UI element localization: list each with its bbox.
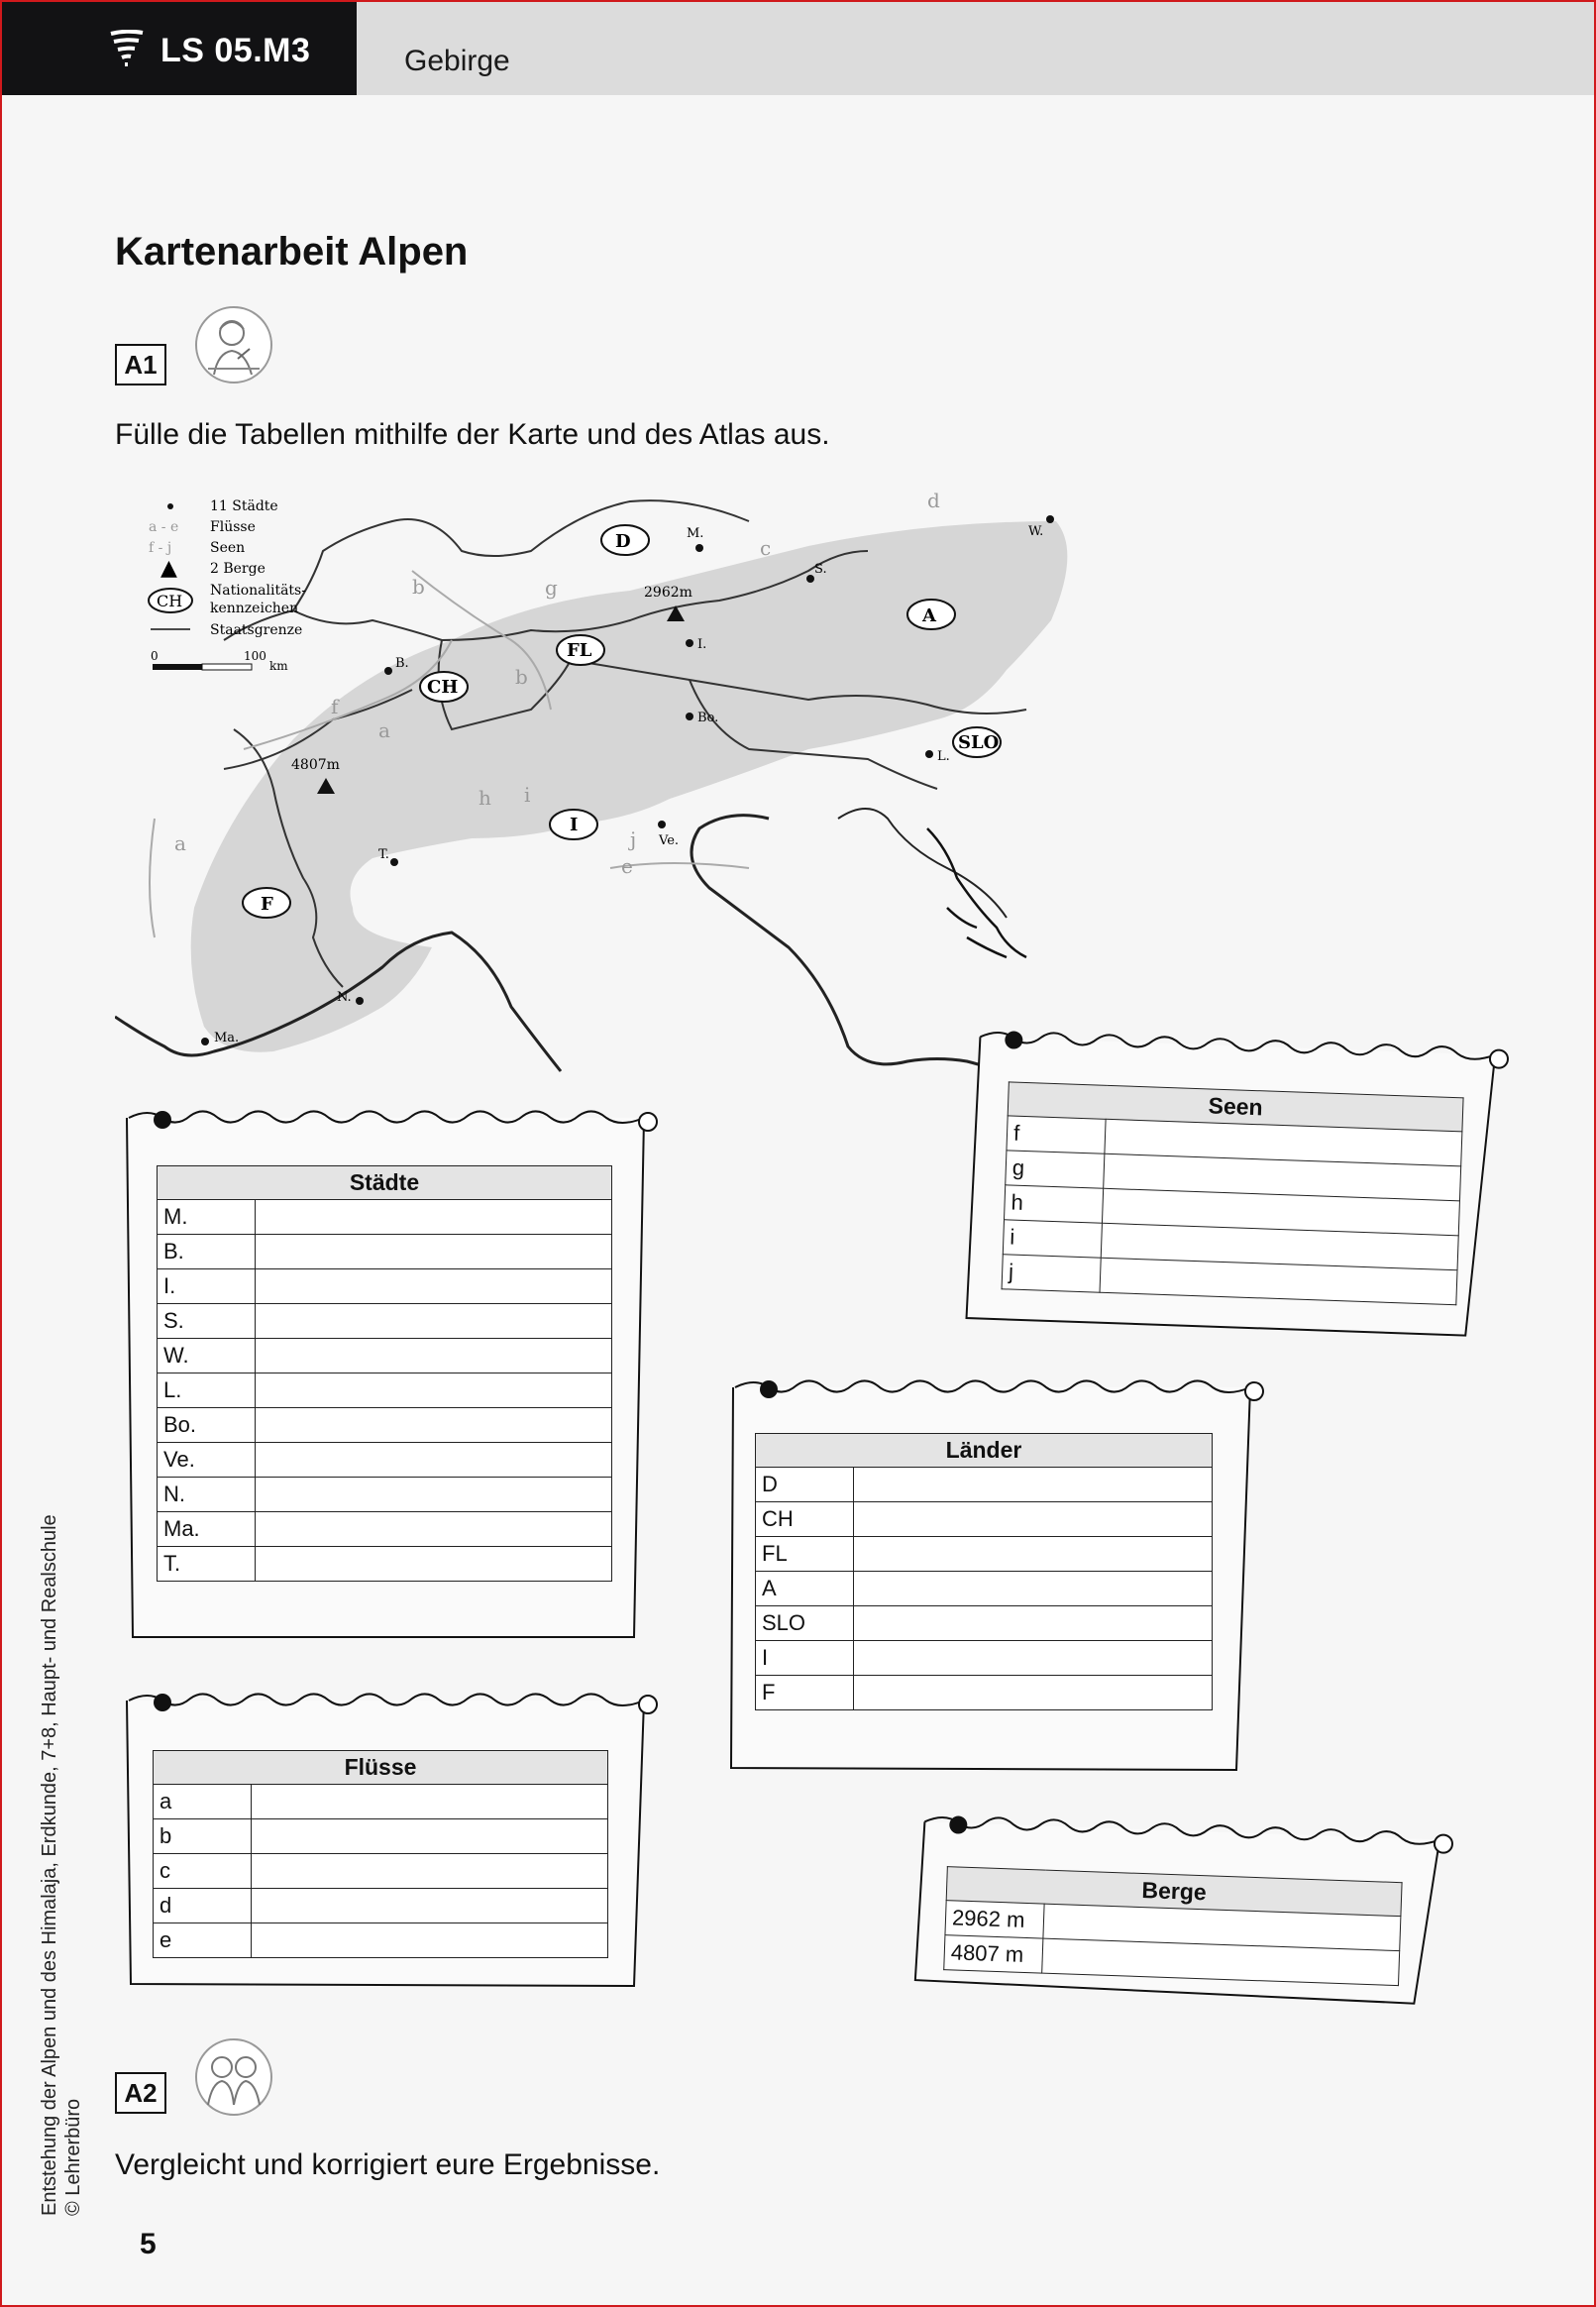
table-staedte — [157, 1165, 612, 1582]
answer-field[interactable] — [252, 1854, 608, 1889]
country-label-a: A — [922, 605, 936, 626]
row-key: N. — [158, 1478, 256, 1512]
answer-field[interactable] — [256, 1304, 612, 1339]
city-label: T. — [378, 847, 389, 862]
lake-label: j — [630, 827, 637, 851]
mountain-label: 2962m — [644, 585, 692, 601]
worksheet-code: LS 05.M3 — [160, 32, 311, 69]
row-key: 4807 m — [944, 1935, 1043, 1973]
alps-outline-map — [115, 492, 1106, 1076]
answer-field[interactable] — [252, 1889, 608, 1923]
students-pair-icon — [194, 2037, 273, 2117]
row-key: I. — [158, 1269, 256, 1304]
lake-label: f — [331, 695, 339, 718]
row-key: B. — [158, 1235, 256, 1269]
answer-field[interactable] — [854, 1468, 1213, 1502]
river-label: a — [174, 831, 186, 855]
row-key: i — [1003, 1220, 1102, 1258]
river-label: b — [515, 665, 528, 689]
answer-field[interactable] — [854, 1502, 1213, 1537]
row-key: A — [756, 1572, 854, 1606]
city-label: I. — [697, 637, 707, 652]
answer-field[interactable] — [256, 1443, 612, 1478]
answer-field[interactable] — [854, 1606, 1213, 1641]
row-key: j — [1002, 1255, 1101, 1292]
legend-symbol: CH — [157, 592, 183, 610]
table-title: Seen — [1008, 1082, 1463, 1132]
row-key: c — [154, 1854, 252, 1889]
answer-field[interactable] — [256, 1478, 612, 1512]
row-key: M. — [158, 1200, 256, 1235]
country-label-d: D — [615, 531, 631, 552]
note-laender — [725, 1372, 1276, 1778]
note-staedte — [119, 1102, 670, 1649]
note-seen — [959, 1021, 1526, 1386]
answer-field[interactable] — [256, 1373, 612, 1408]
table-title: Berge — [946, 1867, 1402, 1917]
row-key: Ve. — [158, 1443, 256, 1478]
scale-zero: 0 — [151, 649, 159, 663]
answer-field[interactable] — [256, 1200, 612, 1235]
table-laender — [755, 1433, 1213, 1710]
task-instruction-a2: Vergleicht und korrigiert eure Ergebnisse. — [115, 2148, 661, 2181]
row-key: e — [154, 1923, 252, 1958]
country-label-fl: FL — [567, 640, 592, 661]
answer-field[interactable] — [252, 1923, 608, 1958]
row-key: W. — [158, 1339, 256, 1373]
row-key: T. — [158, 1547, 256, 1582]
legend-text: Seen — [210, 540, 246, 556]
legend-text: Nationalitäts- — [210, 583, 306, 599]
row-key: a — [154, 1785, 252, 1819]
row-key: 2962 m — [945, 1901, 1044, 1938]
page-number: 5 — [140, 2228, 157, 2260]
note-berge — [908, 1806, 1470, 2023]
river-label: c — [760, 536, 772, 560]
answer-field[interactable] — [252, 1819, 608, 1854]
river-label: a — [378, 718, 390, 742]
answer-field[interactable] — [256, 1512, 612, 1547]
row-key: S. — [158, 1304, 256, 1339]
city-label: Ve. — [659, 833, 680, 848]
task-badge-a1: A1 — [115, 344, 166, 385]
city-label: M. — [687, 526, 704, 541]
table-fluesse — [153, 1750, 608, 1958]
answer-field[interactable] — [252, 1785, 608, 1819]
row-key: f — [1007, 1116, 1106, 1154]
answer-field[interactable] — [854, 1641, 1213, 1676]
row-key: CH — [756, 1502, 854, 1537]
country-label-i: I — [570, 815, 579, 835]
row-key: Ma. — [158, 1512, 256, 1547]
legend-text: Flüsse — [210, 519, 256, 535]
country-label-f: F — [261, 894, 273, 915]
river-label: d — [927, 492, 940, 512]
note-fluesse — [119, 1685, 670, 1994]
answer-field[interactable] — [256, 1547, 612, 1582]
table-seen — [1002, 1081, 1464, 1305]
lake-label: i — [524, 783, 531, 807]
header-topic: Gebirge — [404, 45, 510, 77]
legend-symbol: a - e — [149, 519, 179, 535]
row-key: h — [1005, 1185, 1104, 1223]
table-berge — [943, 1866, 1402, 1986]
sidebar-copyright: © Lehrerbüro — [62, 2098, 84, 2216]
answer-field[interactable] — [256, 1408, 612, 1443]
answer-field[interactable] — [256, 1235, 612, 1269]
row-key: Bo. — [158, 1408, 256, 1443]
city-label: S. — [814, 562, 827, 577]
task-instruction-a1: Fülle die Tabellen mithilfe der Karte und des Atlas aus. — [115, 418, 830, 451]
sidebar-source: Entstehung der Alpen und des Himalaja, Erdkunde, 7+8, Haupt- und Realschule — [39, 1514, 60, 2216]
row-key: D — [756, 1468, 854, 1502]
header-bar — [2, 2, 1594, 95]
city-label: Ma. — [214, 1031, 240, 1045]
answer-field[interactable] — [854, 1537, 1213, 1572]
row-key: L. — [158, 1373, 256, 1408]
map-legend — [149, 498, 306, 673]
country-label-slo: SLO — [958, 732, 1000, 753]
river-label: e — [621, 854, 633, 878]
row-key: d — [154, 1889, 252, 1923]
answer-field[interactable] — [854, 1676, 1213, 1710]
table-title: Länder — [756, 1434, 1213, 1468]
lake-label: h — [479, 786, 491, 810]
page-title: Kartenarbeit Alpen — [115, 230, 469, 274]
row-key: I — [756, 1641, 854, 1676]
table-title: Flüsse — [154, 1751, 608, 1785]
city-label: Bo. — [697, 711, 719, 725]
legend-text: 2 Berge — [210, 561, 266, 577]
header-code-box — [2, 2, 357, 95]
legend-text: kennzeichen — [210, 601, 299, 616]
table-title: Städte — [158, 1166, 612, 1200]
row-key: F — [756, 1676, 854, 1710]
legend-symbol: f - j — [149, 540, 172, 556]
task-badge-a2: A2 — [115, 2072, 166, 2114]
legend-text: 11 Städte — [210, 498, 278, 514]
mountain-icon: ▲ — [160, 556, 177, 581]
row-key: SLO — [756, 1606, 854, 1641]
answer-field[interactable] — [854, 1572, 1213, 1606]
sidebar-credit — [38, 1225, 85, 2216]
student-writing-icon — [194, 305, 273, 384]
answer-field[interactable] — [256, 1339, 612, 1373]
row-key: FL — [756, 1537, 854, 1572]
answer-field[interactable] — [256, 1269, 612, 1304]
lake-label: g — [545, 576, 558, 600]
mountain-label: 4807m — [291, 757, 340, 773]
city-label: N. — [337, 990, 352, 1005]
scale-hundred: 100 — [244, 649, 266, 663]
river-label: b — [412, 575, 425, 599]
row-key: b — [154, 1819, 252, 1854]
country-label-ch: CH — [427, 677, 459, 698]
city-label: B. — [395, 656, 409, 671]
city-label: W. — [1028, 524, 1044, 539]
scale-unit: km — [269, 659, 288, 673]
row-key: g — [1006, 1151, 1105, 1188]
city-label: L. — [937, 749, 950, 764]
legend-text: Staatsgrenze — [210, 622, 303, 638]
tornado-logo-icon — [109, 30, 145, 69]
